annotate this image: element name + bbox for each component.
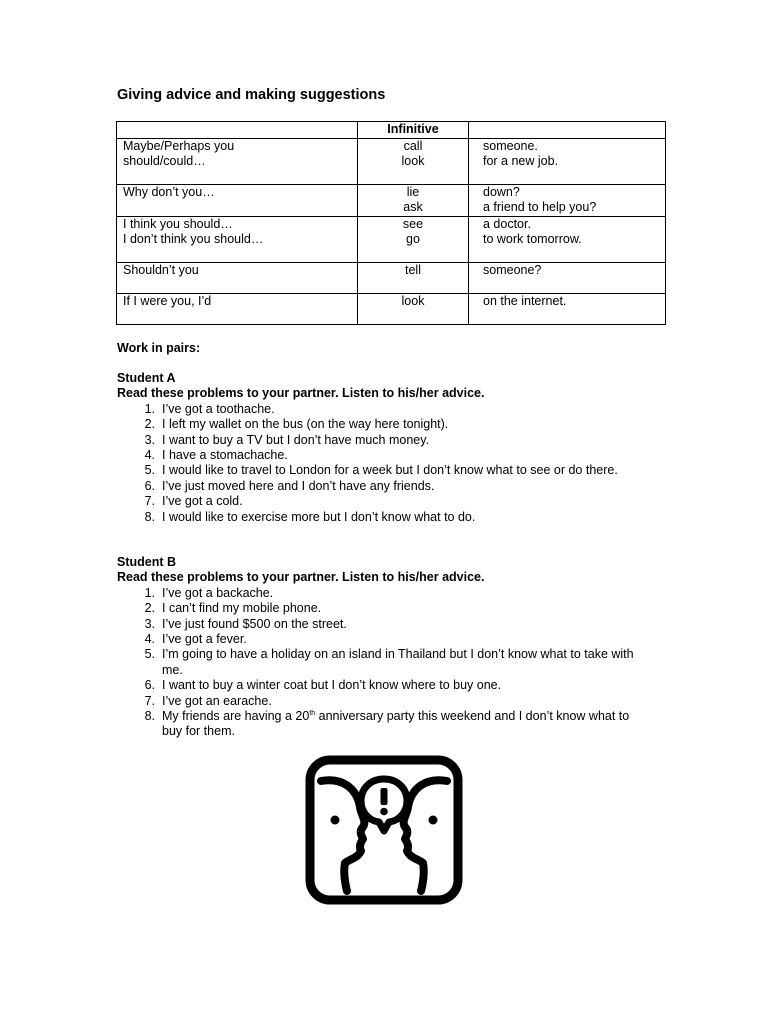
student-a-section: [117, 371, 646, 525]
two-faces-exclamation-icon: [305, 755, 463, 905]
table-row: Maybe/Perhaps you should/could… call look someone. for a new job.: [117, 138, 666, 184]
list-item: 8. I would like to exercise more but I don’t know what to do.: [144, 509, 476, 524]
student-b-heading: Student B: [117, 555, 177, 569]
table-row: I think you should… I don’t think you should… see go a doctor. to work tomorrow.: [117, 216, 666, 262]
list-item: 6. I’ve just moved here and I don’t have any friends.: [144, 478, 435, 493]
student-b-problem-list: [117, 586, 646, 740]
list-item: 6. I want to buy a winter coat but I don’t know where to buy one.: [144, 678, 502, 693]
list-item: 2. I can’t find my mobile phone.: [144, 601, 322, 616]
table-header-row: [117, 122, 666, 139]
list-item: 3. I’ve just found $500 on the street.: [144, 616, 347, 631]
student-a-heading: Student A: [117, 371, 176, 385]
list-item: 4. I have a stomachache.: [144, 448, 288, 463]
list-item: 3. I want to buy a TV but I don’t have much money.: [144, 432, 430, 447]
student-b-instruction: Read these problems to your partner. Listen to his/her advice.: [117, 570, 485, 585]
table-row: Shouldn’t you tell someone?: [117, 262, 666, 293]
list-item: 5. I would like to travel to London for a week but I don’t know what to see or do there.: [144, 463, 618, 478]
list-item: 7. I’ve got a cold.: [144, 494, 243, 509]
page-title: Giving advice and making suggestions: [117, 87, 386, 103]
student-a-problem-list: [117, 402, 646, 525]
list-item: 8. My friends are having a 20th anniversary party this weekend and I don’t know what to buy for them.: [144, 709, 630, 739]
advice-table: [116, 121, 666, 325]
infinitive-header: Infinitive: [358, 122, 469, 139]
student-b-section: [117, 555, 646, 740]
list-item: 5. I’m going to have a holiday on an island in Thailand but I don’t know what to take with me.: [144, 647, 634, 677]
list-item: 2. I left my wallet on the bus (on the way here tonight).: [144, 417, 449, 432]
list-item: 1. I’ve got a backache.: [144, 585, 274, 600]
list-item: 7. I’ve got an earache.: [144, 693, 272, 708]
table-row: Why don’t you… lie ask down? a friend to help you?: [117, 184, 666, 216]
work-in-pairs-heading: Work in pairs:: [117, 341, 201, 355]
table-row: If I were you, I’d look on the internet.: [117, 293, 666, 324]
student-a-instruction: Read these problems to your partner. Listen to his/her advice.: [117, 386, 485, 401]
list-item: 4. I’ve got a fever.: [144, 632, 247, 647]
list-item: 1. I’ve got a toothache.: [144, 401, 275, 416]
